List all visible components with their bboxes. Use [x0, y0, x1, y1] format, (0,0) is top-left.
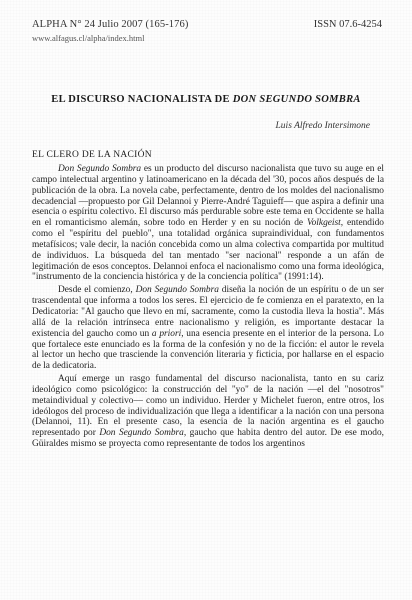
foreign-term: a priori: [151, 328, 182, 339]
article-author: Luis Alfredo Intersimone: [275, 121, 370, 131]
paragraph-3: [32, 374, 384, 450]
paragraph-text: , entendido como el "espíritu del pueblo", una totalidad orgánica supraindividual, con fundamentos metafísicos; vale decir, la nación concebida como un alma colectiva compartida por multitud de individuos. La búsqueda del tan mentado "ser nacional" responde a un afán de legitimación de esos conceptos. Delannoi enfoca el nacionalismo como una forma ideológica, "instrumento de la conciencia histórica y de la conciencia política" (1991:14).: [32, 218, 384, 283]
work-title: Don Segundo Sombra: [99, 428, 184, 439]
journal-header: ALPHA N° 24 Julio 2007 (165-176): [32, 19, 189, 30]
paragraph-text: Aquí emerge un rasgo fundamental del discurso nacionalista, tanto en su cariz ideológico como psicológico: la construcción del "yo" de la nación —el del "nosotros" metaindividual y colectivo— como un individuo. Herder y Michelet fueron, entre otros, los ideólogos del proceso de individualización que llega a identificar a la nación con una persona (Delannoi, 11). En el presente caso, la esencia de la nación argentina es el gaucho representado por: [32, 374, 384, 439]
paragraph-2: [32, 285, 384, 372]
paragraph-text: , una esencia presente en el interior de la persona. Lo que fortalece este enunciado es la forma de la confesión y no de la ficción: el autor le revela al lector un hecho que trasciende la convención literaria y ficticia, por hallarse en el espacio de la dedicatoria.: [32, 328, 384, 372]
work-title: Don Segundo Sombra: [135, 285, 219, 296]
article-title-prefix: EL DISCURSO NACIONALISTA DE: [51, 94, 230, 105]
paragraph-text: diseña la noción de un espíritu o de un ser trascendental que informa a todos los seres. El ejercicio de fe comienza en el paratexto, en la Dedicatoria: "Al gaucho que llevo en mí, sacramente, como la custodia lleva la hostia". Más allá de la relación intrínseca entre nacionalismo y religión, es importante destacar la existencia del gaucho como un: [32, 285, 384, 339]
paragraph-text: es un producto del discurso nacionalista que tuvo su auge en el campo intelectual argentino y latinoamericano en la década del '30, pocos años después de la publicación de la obra. La novela cabe, perfectamente, dentro de los moldes del nacionalismo decadencial —propuesto por Gil Delannoi y Pierre-André Taguieff— que aspira a definir una esencia o espíritu colectivo. El discurso más perdurable sobre este tema en Occidente se halla en el romanticismo alemán, sobre todo en Herder y en su noción de: [32, 164, 384, 229]
section-heading: EL CLERO DE LA NACIÓN: [32, 150, 152, 160]
issn-label: ISSN 07.6-4254: [313, 19, 382, 30]
work-title: Don Segundo Sombra: [58, 164, 142, 174]
journal-url: www.alfagus.cl/alpha/index.html: [32, 33, 145, 43]
article-body: [32, 164, 384, 452]
article-title: [0, 94, 412, 105]
foreign-term: Volkgeist: [306, 218, 341, 229]
paragraph-1: [32, 164, 384, 283]
article-title-work: DON SEGUNDO SOMBRA: [232, 94, 361, 105]
paragraph-text: , gaucho que habita dentro del autor. De ese modo, Güiraldes mismo se proyecta como representante de todos los argentinos: [32, 428, 384, 450]
paragraph-text: Desde el comienzo,: [58, 285, 136, 296]
